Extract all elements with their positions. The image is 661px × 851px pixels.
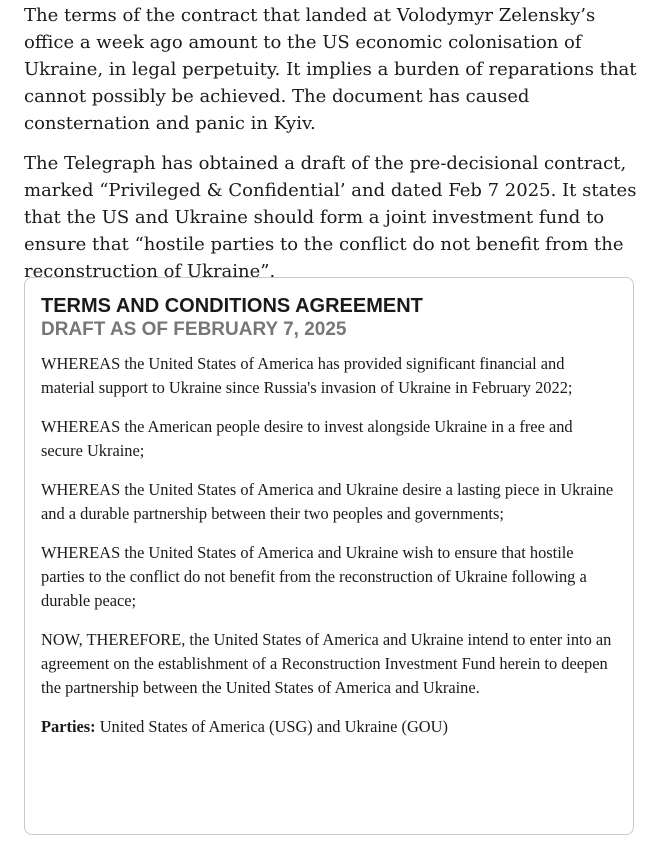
article-paragraph-2: The Telegraph has obtained a draft of the pre-decisional contract, marked “Privileged & Confidential’ and dated Feb 7 2025. It states that the US and Ukraine should form a joint investment fund to ensure that “hostile parties to the conflict do not benefit from the reconstruction of Ukraine”. <box>24 153 637 282</box>
parties-value: United States of America (USG) and Ukraine (GOU) <box>95 717 448 736</box>
whereas-clause-2: WHEREAS the American people desire to invest alongside Ukraine in a free and secure Ukraine; <box>41 417 573 460</box>
therefore-clause: NOW, THEREFORE, the United States of America and Ukraine intend to enter into an agreement on the establishment of a Reconstruction Investment Fund herein to deepen the partnership between the United States of America and Ukraine. <box>41 630 612 697</box>
whereas-clause-1: WHEREAS the United States of America has provided significant financial and material support to Ukraine since Russia's invasion of Ukraine in February 2022; <box>41 354 573 397</box>
document-excerpt-box <box>24 277 634 835</box>
whereas-clause-3: WHEREAS the United States of America and Ukraine desire a lasting piece in Ukraine and a durable partnership between their two peoples and governments; <box>41 480 614 523</box>
parties-label: Parties: <box>41 717 96 736</box>
parties-line <box>41 715 617 739</box>
article-paragraph-1: The terms of the contract that landed at Volodymyr Zelensky’s office a week ago amount to the US economic colonisation of Ukraine, in legal perpetuity. It implies a burden of reparations that cannot possibly be achieved. The document has caused consternation and panic in Kyiv. <box>24 5 637 134</box>
document-title: TERMS AND CONDITIONS AGREEMENT <box>41 295 423 317</box>
article-body <box>24 2 644 298</box>
document-subtitle: DRAFT AS OF FEBRUARY 7, 2025 <box>41 319 347 340</box>
whereas-clause-4: WHEREAS the United States of America and Ukraine wish to ensure that hostile parties to the conflict do not benefit from the reconstruction of Ukraine following a durable peace; <box>41 543 587 610</box>
